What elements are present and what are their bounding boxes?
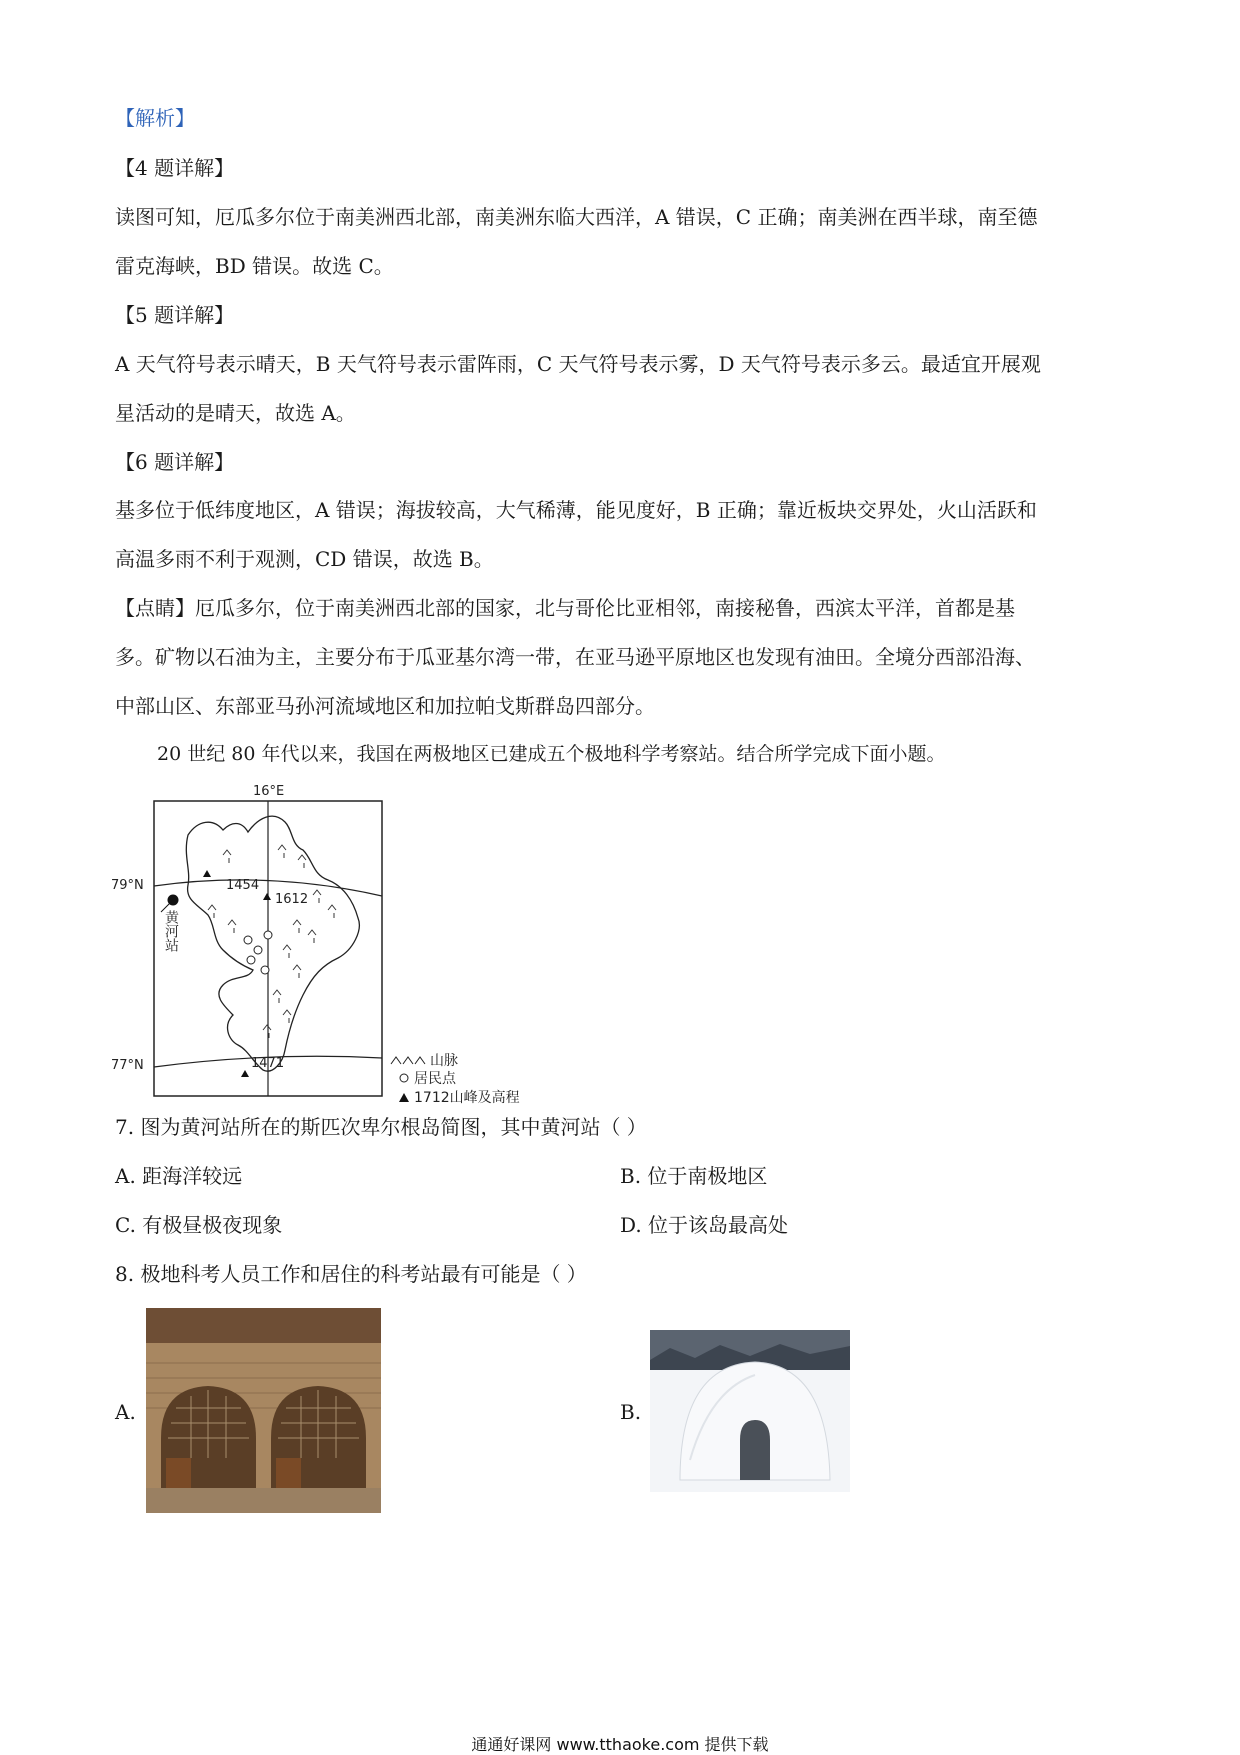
settlement-legend-icon <box>398 1072 410 1084</box>
map-legend <box>390 1050 550 1110</box>
q5-text-line1: A 天气符号表示晴天，B 天气符号表示雷阵雨，C 天气符号表示雾，D 天气符号表示多云。最适宜开展观 <box>115 352 1041 376</box>
q7-option-b: B. 位于南极地区 <box>620 1164 768 1188</box>
peak-legend-icon <box>398 1091 410 1103</box>
analysis-label: 【解析】 <box>115 106 195 130</box>
map-drawing <box>153 800 383 1097</box>
q6-text-line2: 高温多雨不利于观测，CD 错误，故选 B。 <box>115 547 494 571</box>
q4-text-line1: 读图可知，厄瓜多尔位于南美洲西北部，南美洲东临大西洋，A 错误，C 正确；南美洲在西半球，南至德 <box>115 205 1038 229</box>
lat-77-label: 77°N <box>111 1058 144 1073</box>
legend-mountain: 山脉 <box>430 1053 458 1069</box>
q7-option-a: A. 距海洋较远 <box>115 1164 243 1188</box>
q5-text-line2: 星活动的是晴天，故选 A。 <box>115 401 356 425</box>
q7-stem: 7. 图为黄河站所在的斯匹次卑尔根岛简图，其中黄河站（ ） <box>115 1115 647 1139</box>
q4-header: 【4 题详解】 <box>115 156 235 180</box>
peak-label-1612: 1612 <box>275 892 309 907</box>
legend-peak: 1712山峰及高程 <box>414 1090 520 1106</box>
q6-header: 【6 题详解】 <box>115 450 235 474</box>
q6-text-line1: 基多位于低纬度地区，A 错误；海拔较高，大气稀薄，能见度好，B 正确；靠近板块交界处，火山活跃和 <box>115 498 1037 522</box>
mountain-legend-icon <box>390 1052 430 1066</box>
note-line3: 中部山区、东部亚马孙河流域地区和加拉帕戈斯群岛四部分。 <box>115 694 655 718</box>
igloo-photo <box>650 1330 850 1492</box>
svalbard-map <box>111 784 383 1097</box>
lat-79-label: 79°N <box>111 878 144 893</box>
q8-option-a: A. <box>115 1400 136 1424</box>
q7-option-d: D. 位于该岛最高处 <box>620 1213 789 1237</box>
meridian-label: 16°E <box>253 784 285 799</box>
q7-option-c: C. 有极昼极夜现象 <box>115 1213 283 1237</box>
q8-option-b: B. <box>620 1400 642 1424</box>
peak-label-1471: 1471 <box>251 1056 285 1071</box>
cave-dwelling-photo <box>146 1308 381 1513</box>
q4-text-line2: 雷克海峡，BD 错误。故选 C。 <box>115 254 394 278</box>
peak-label-1454: 1454 <box>226 878 260 893</box>
legend-settlement: 居民点 <box>414 1071 456 1087</box>
note-line2: 多。矿物以石油为主，主要分布于瓜亚基尔湾一带，在亚马逊平原地区也发现有油田。全境分西部沿海、 <box>115 645 1035 669</box>
q8-stem: 8. 极地科考人员工作和居住的科考站最有可能是（ ） <box>115 1262 587 1286</box>
station-label: 黄河站 <box>163 910 179 952</box>
intro-text: 20 世纪 80 年代以来，我国在两极地区已建成五个极地科学考察站。结合所学完成下面小题。 <box>157 743 946 765</box>
note-line1: 【点睛】厄瓜多尔，位于南美洲西北部的国家，北与哥伦比亚相邻，南接秘鲁，西滨太平洋，首都是基 <box>115 596 1015 620</box>
q5-header: 【5 题详解】 <box>115 303 235 327</box>
footer: 通通好课网 www.tthaoke.com 提供下载 <box>471 1735 769 1754</box>
